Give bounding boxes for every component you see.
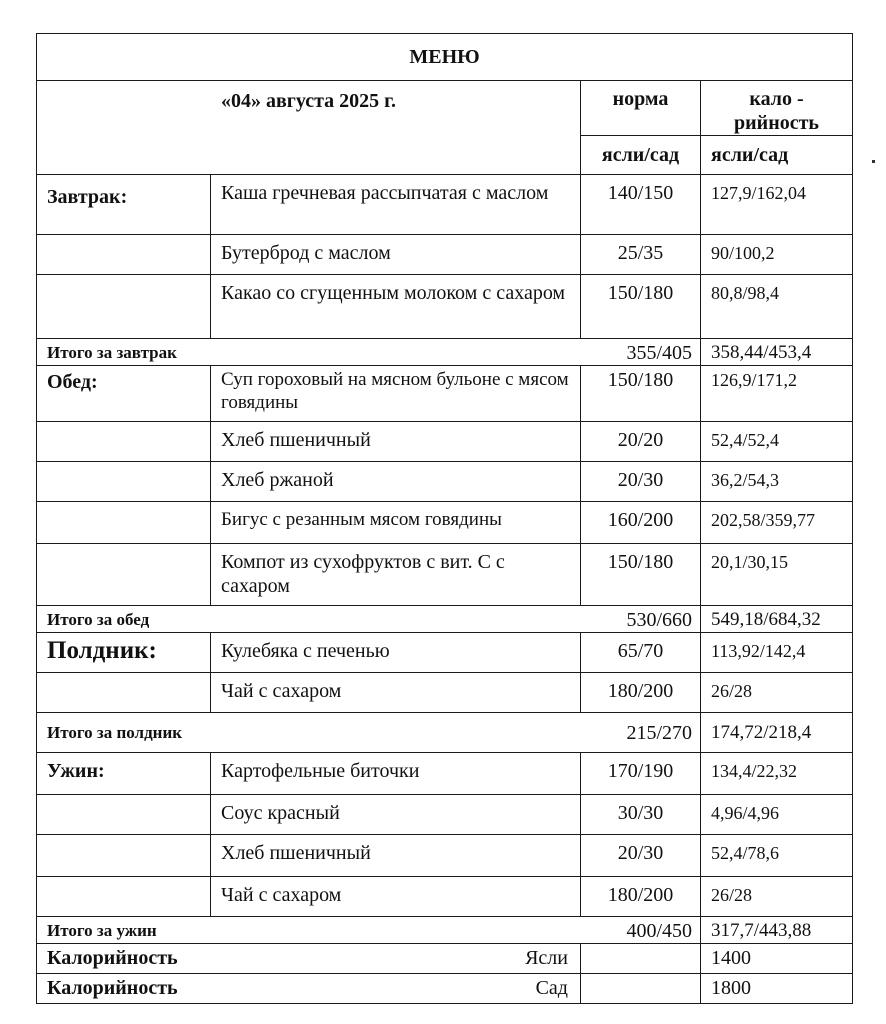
subheader-norma: ясли/сад — [581, 136, 701, 175]
empty-cell — [37, 462, 211, 502]
calorie-row — [37, 944, 853, 974]
table-row — [37, 544, 853, 606]
meal-title-dinner: Ужин: — [37, 753, 211, 795]
dish-name: Каша гречневая рассыпчатая с маслом — [211, 175, 581, 235]
calorie-type-yasli: Ясли — [211, 944, 581, 974]
table-row — [37, 673, 853, 713]
header-kalo-line1: кало - — [749, 88, 804, 110]
dish-kcal: 52,4/52,4 — [701, 422, 853, 462]
empty-cell — [37, 544, 211, 606]
dish-name: Чай с сахаром — [211, 673, 581, 713]
meal-title-snack: Полдник: — [37, 633, 211, 673]
dish-name: Хлеб пшеничный — [211, 835, 581, 877]
meal-title-breakfast: Завтрак: — [37, 175, 211, 235]
dish-name: Картофельные биточки — [211, 753, 581, 795]
calorie-label-yasli: Калорийность — [37, 944, 211, 974]
dish-kcal: 126,9/171,2 — [701, 366, 853, 422]
table-row — [37, 795, 853, 835]
empty-cell — [37, 835, 211, 877]
total-row — [37, 713, 853, 753]
header-kalo-line2: рийность — [734, 112, 820, 134]
dish-kcal: 20,1/30,15 — [701, 544, 853, 606]
total-row — [37, 606, 853, 633]
empty-cell — [37, 235, 211, 275]
table-row — [37, 835, 853, 877]
total-norm-snack: 215/270 — [581, 713, 701, 753]
dish-name: Хлеб ржаной — [211, 462, 581, 502]
dish-name: Бутерброд с маслом — [211, 235, 581, 275]
menu-document — [36, 33, 852, 1004]
dish-kcal: 134,4/22,32 — [701, 753, 853, 795]
dish-norm: 170/190 — [581, 753, 701, 795]
empty-cell — [37, 422, 211, 462]
dish-kcal: 127,9/162,04 — [701, 175, 853, 235]
header-norma: норма — [581, 81, 701, 136]
subheader-kalo: ясли/сад — [701, 136, 853, 175]
dish-norm: 150/180 — [581, 366, 701, 422]
dish-norm: 20/30 — [581, 835, 701, 877]
empty-cell — [581, 944, 701, 974]
total-kcal-breakfast: 358,44/453,4 — [701, 339, 853, 366]
total-row — [37, 917, 853, 944]
total-label-dinner: Итого за ужин — [37, 917, 581, 944]
dish-name: Бигус с резанным мясом говядины — [211, 502, 581, 544]
table-row — [37, 633, 853, 673]
table-row — [37, 275, 853, 339]
menu-date: «04» августа 2025 г. — [37, 81, 581, 175]
dish-norm: 65/70 — [581, 633, 701, 673]
empty-cell — [581, 974, 701, 1004]
empty-cell — [37, 275, 211, 339]
dish-norm: 30/30 — [581, 795, 701, 835]
dish-norm: 150/180 — [581, 275, 701, 339]
dish-kcal: 52,4/78,6 — [701, 835, 853, 877]
dish-kcal: 90/100,2 — [701, 235, 853, 275]
dish-name: Соус красный — [211, 795, 581, 835]
total-kcal-lunch: 549,18/684,32 — [701, 606, 853, 633]
scan-mark — [872, 160, 875, 163]
header-kaloriynost — [701, 81, 853, 136]
total-norm-lunch: 530/660 — [581, 606, 701, 633]
total-label-snack: Итого за полдник — [37, 713, 581, 753]
calorie-row — [37, 974, 853, 1004]
table-row — [37, 235, 853, 275]
table-row — [37, 753, 853, 795]
dish-name: Компот из сухофруктов с вит. С с сахаром — [211, 544, 581, 606]
dish-norm: 180/200 — [581, 877, 701, 917]
dish-kcal: 4,96/4,96 — [701, 795, 853, 835]
empty-cell — [37, 502, 211, 544]
dish-kcal: 80,8/98,4 — [701, 275, 853, 339]
title-row — [37, 34, 853, 81]
dish-name: Какао со сгущенным молоком с сахаром — [211, 275, 581, 339]
meal-title-lunch: Обед: — [37, 366, 211, 422]
empty-cell — [37, 877, 211, 917]
dish-kcal: 26/28 — [701, 673, 853, 713]
empty-cell — [37, 673, 211, 713]
dish-name: Кулебяка с печенью — [211, 633, 581, 673]
total-label-breakfast: Итого за завтрак — [37, 339, 581, 366]
table-row — [37, 877, 853, 917]
dish-norm: 20/30 — [581, 462, 701, 502]
dish-norm: 140/150 — [581, 175, 701, 235]
empty-cell — [37, 795, 211, 835]
menu-title: МЕНЮ — [37, 34, 853, 81]
total-kcal-dinner: 317,7/443,88 — [701, 917, 853, 944]
calorie-label-sad: Калорийность — [37, 974, 211, 1004]
total-row — [37, 339, 853, 366]
dish-kcal: 113,92/142,4 — [701, 633, 853, 673]
table-row — [37, 502, 853, 544]
table-row — [37, 175, 853, 235]
total-norm-dinner: 400/450 — [581, 917, 701, 944]
total-norm-breakfast: 355/405 — [581, 339, 701, 366]
dish-name: Хлеб пшеничный — [211, 422, 581, 462]
table-row — [37, 366, 853, 422]
dish-kcal: 26/28 — [701, 877, 853, 917]
dish-name: Суп гороховый на мясном бульоне с мясом говядины — [211, 366, 581, 422]
dish-kcal: 202,58/359,77 — [701, 502, 853, 544]
table-row — [37, 422, 853, 462]
dish-name: Чай с сахаром — [211, 877, 581, 917]
dish-norm: 180/200 — [581, 673, 701, 713]
dish-kcal: 36,2/54,3 — [701, 462, 853, 502]
total-kcal-snack: 174,72/218,4 — [701, 713, 853, 753]
dish-norm: 25/35 — [581, 235, 701, 275]
calorie-value-sad: 1800 — [701, 974, 853, 1004]
dish-norm: 20/20 — [581, 422, 701, 462]
menu-table — [36, 33, 853, 1004]
calorie-type-sad: Сад — [211, 974, 581, 1004]
calorie-value-yasli: 1400 — [701, 944, 853, 974]
header-row — [37, 81, 853, 136]
table-row — [37, 462, 853, 502]
dish-norm: 150/180 — [581, 544, 701, 606]
dish-norm: 160/200 — [581, 502, 701, 544]
total-label-lunch: Итого за обед — [37, 606, 581, 633]
